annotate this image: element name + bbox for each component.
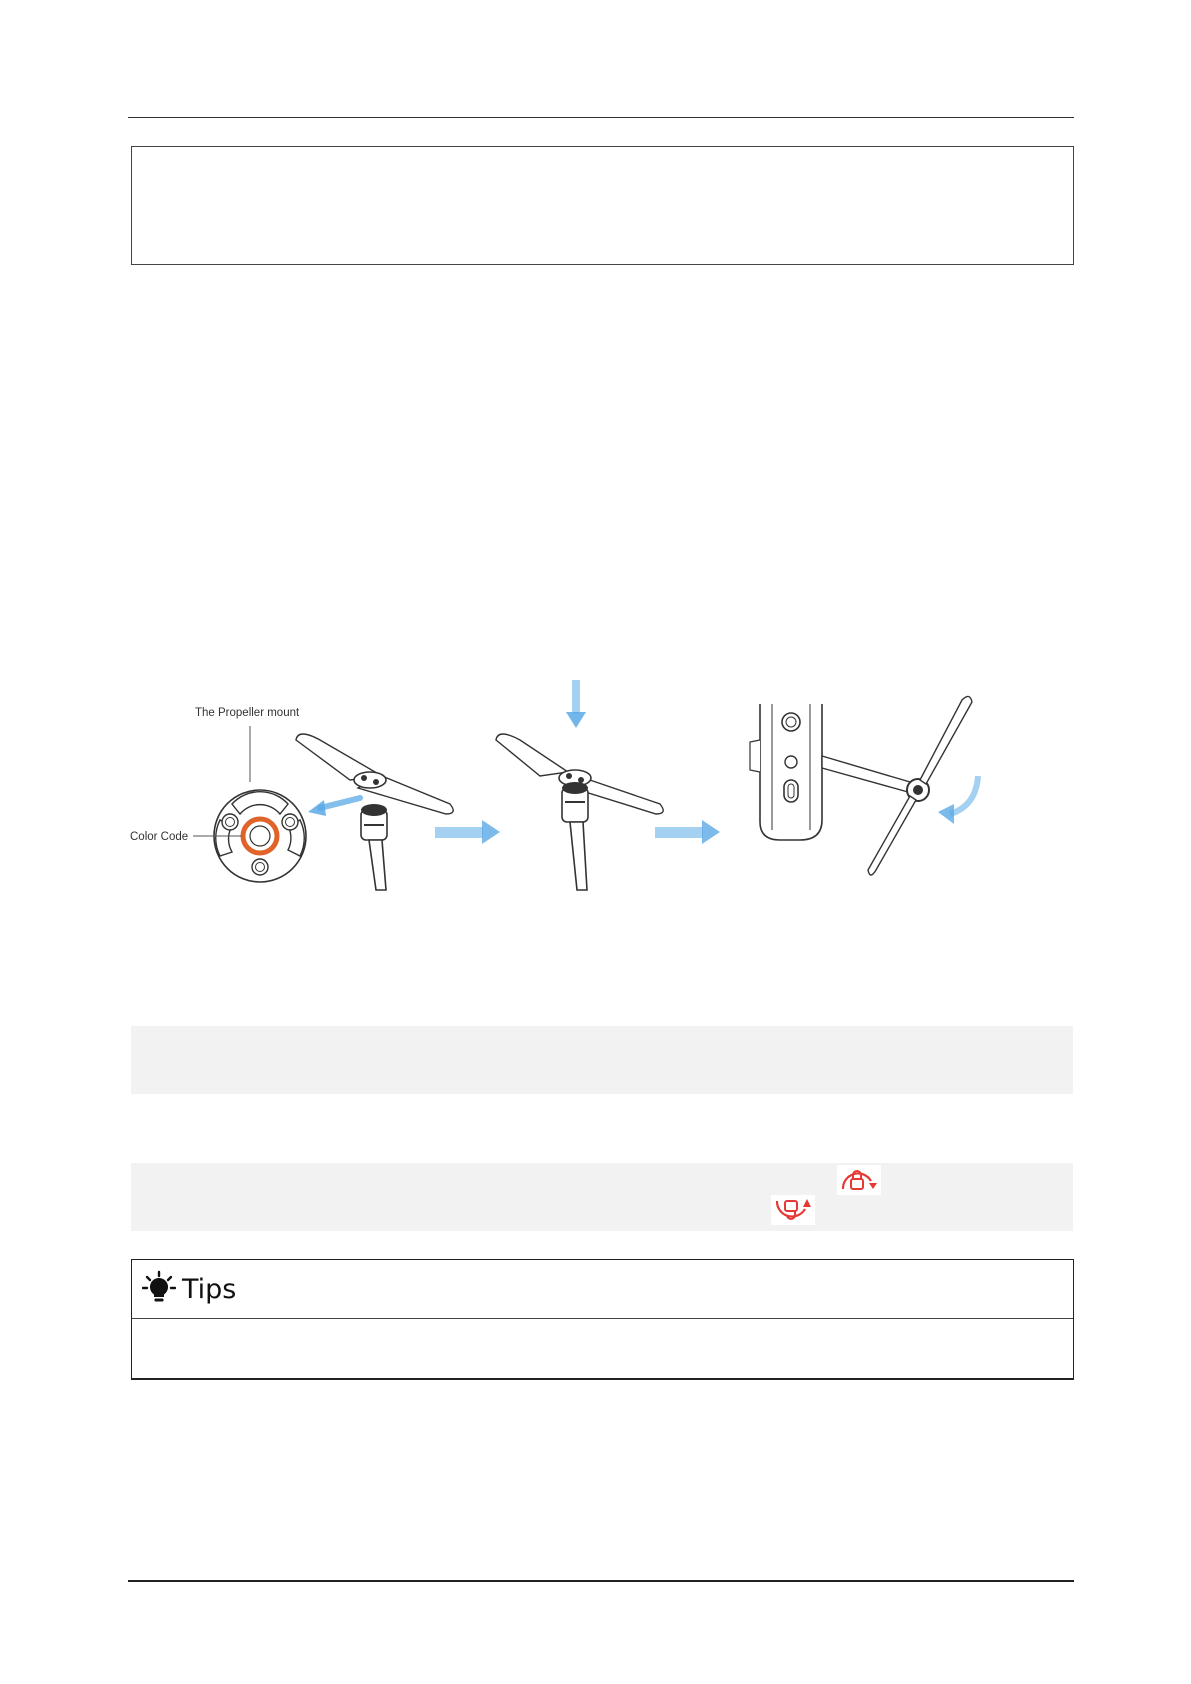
lightbulb-icon bbox=[142, 1270, 176, 1309]
info-panel-2 bbox=[131, 1163, 1073, 1231]
notice-box bbox=[131, 146, 1074, 265]
header-rule bbox=[128, 117, 1074, 118]
propeller-diagram bbox=[120, 680, 1080, 920]
propeller-mount-label: The Propeller mount bbox=[195, 707, 300, 719]
arrow-to-mount-icon bbox=[320, 798, 360, 808]
step-arrow-2-icon bbox=[655, 827, 703, 838]
color-code-label: Color Code bbox=[130, 831, 189, 843]
footer-rule bbox=[128, 1580, 1074, 1582]
rotate-arrow-icon bbox=[950, 776, 978, 814]
tips-box bbox=[131, 1259, 1074, 1380]
tips-header bbox=[132, 1260, 1073, 1319]
propeller-install-figure bbox=[120, 680, 1080, 920]
propeller-step2 bbox=[496, 734, 663, 890]
tips-title: Tips bbox=[182, 1273, 237, 1305]
unlock-rotate-icon bbox=[771, 1195, 815, 1230]
press-down-arrow-icon bbox=[572, 680, 580, 714]
info-panel-1 bbox=[131, 1026, 1073, 1094]
drone-body-step3 bbox=[750, 696, 972, 875]
step-arrow-1-icon bbox=[435, 827, 483, 838]
lock-rotate-icon bbox=[837, 1165, 881, 1200]
